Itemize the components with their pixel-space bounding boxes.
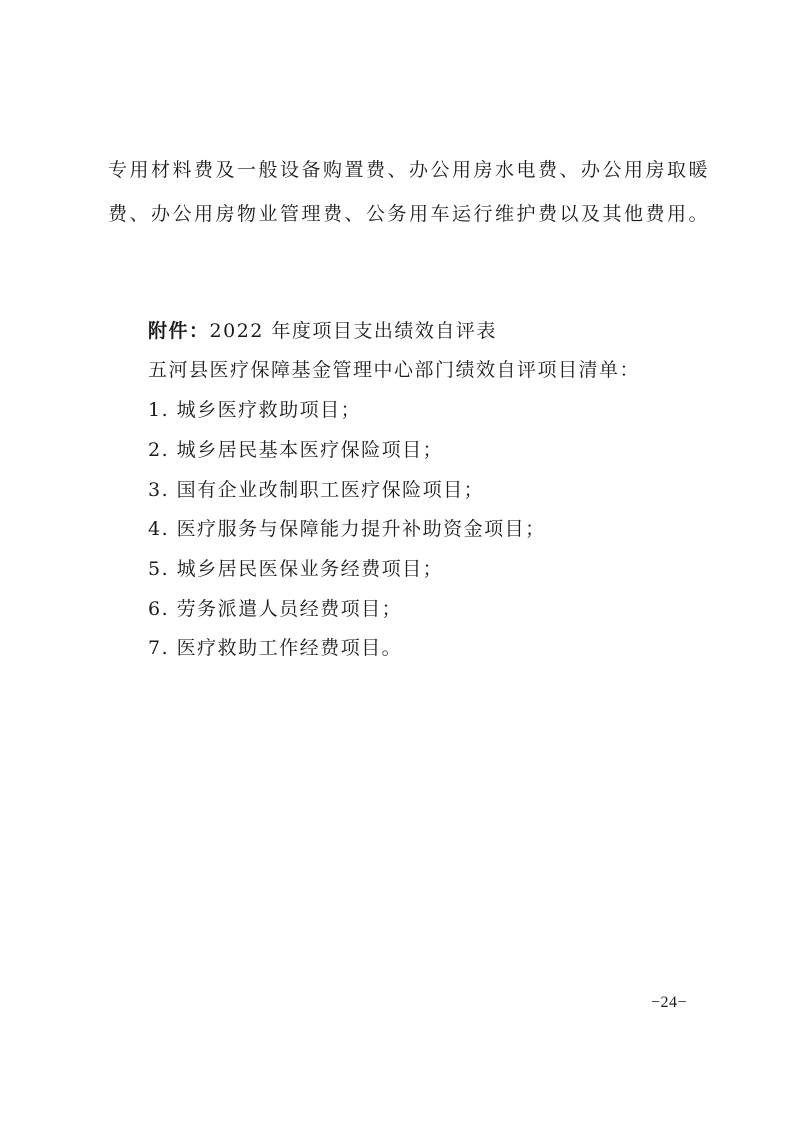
- list-item: 2. 城乡居民基本医疗保险项目；: [148, 439, 444, 461]
- attachment-title: 2022 年度项目支出绩效自评表: [209, 320, 497, 342]
- body-paragraph-line-1: 专用材料费及一般设备购置费、办公用房水电费、办公用房取暖: [108, 159, 711, 181]
- list-item: 7. 医疗救助工作经费项目。: [148, 637, 403, 659]
- list-item: 4. 医疗服务与保障能力提升补助资金项目；: [148, 518, 546, 540]
- body-paragraph-line-2: 费、办公用房物业管理费、公务用车运行维护费以及其他费用。: [108, 203, 711, 225]
- page-number: −24−: [651, 994, 688, 1011]
- attachment-line: [148, 316, 497, 346]
- list-item: 5. 城乡居民医保业务经费项目；: [148, 558, 444, 580]
- list-item: 3. 国有企业改制职工医疗保险项目；: [148, 479, 485, 501]
- list-item: 1. 城乡医疗救助项目；: [148, 399, 362, 421]
- list-heading: 五河县医疗保障基金管理中心部门绩效自评项目清单：: [148, 359, 641, 381]
- attachment-label: 附件：: [148, 320, 210, 342]
- list-item: 6. 劳务派遣人员经费项目；: [148, 598, 403, 620]
